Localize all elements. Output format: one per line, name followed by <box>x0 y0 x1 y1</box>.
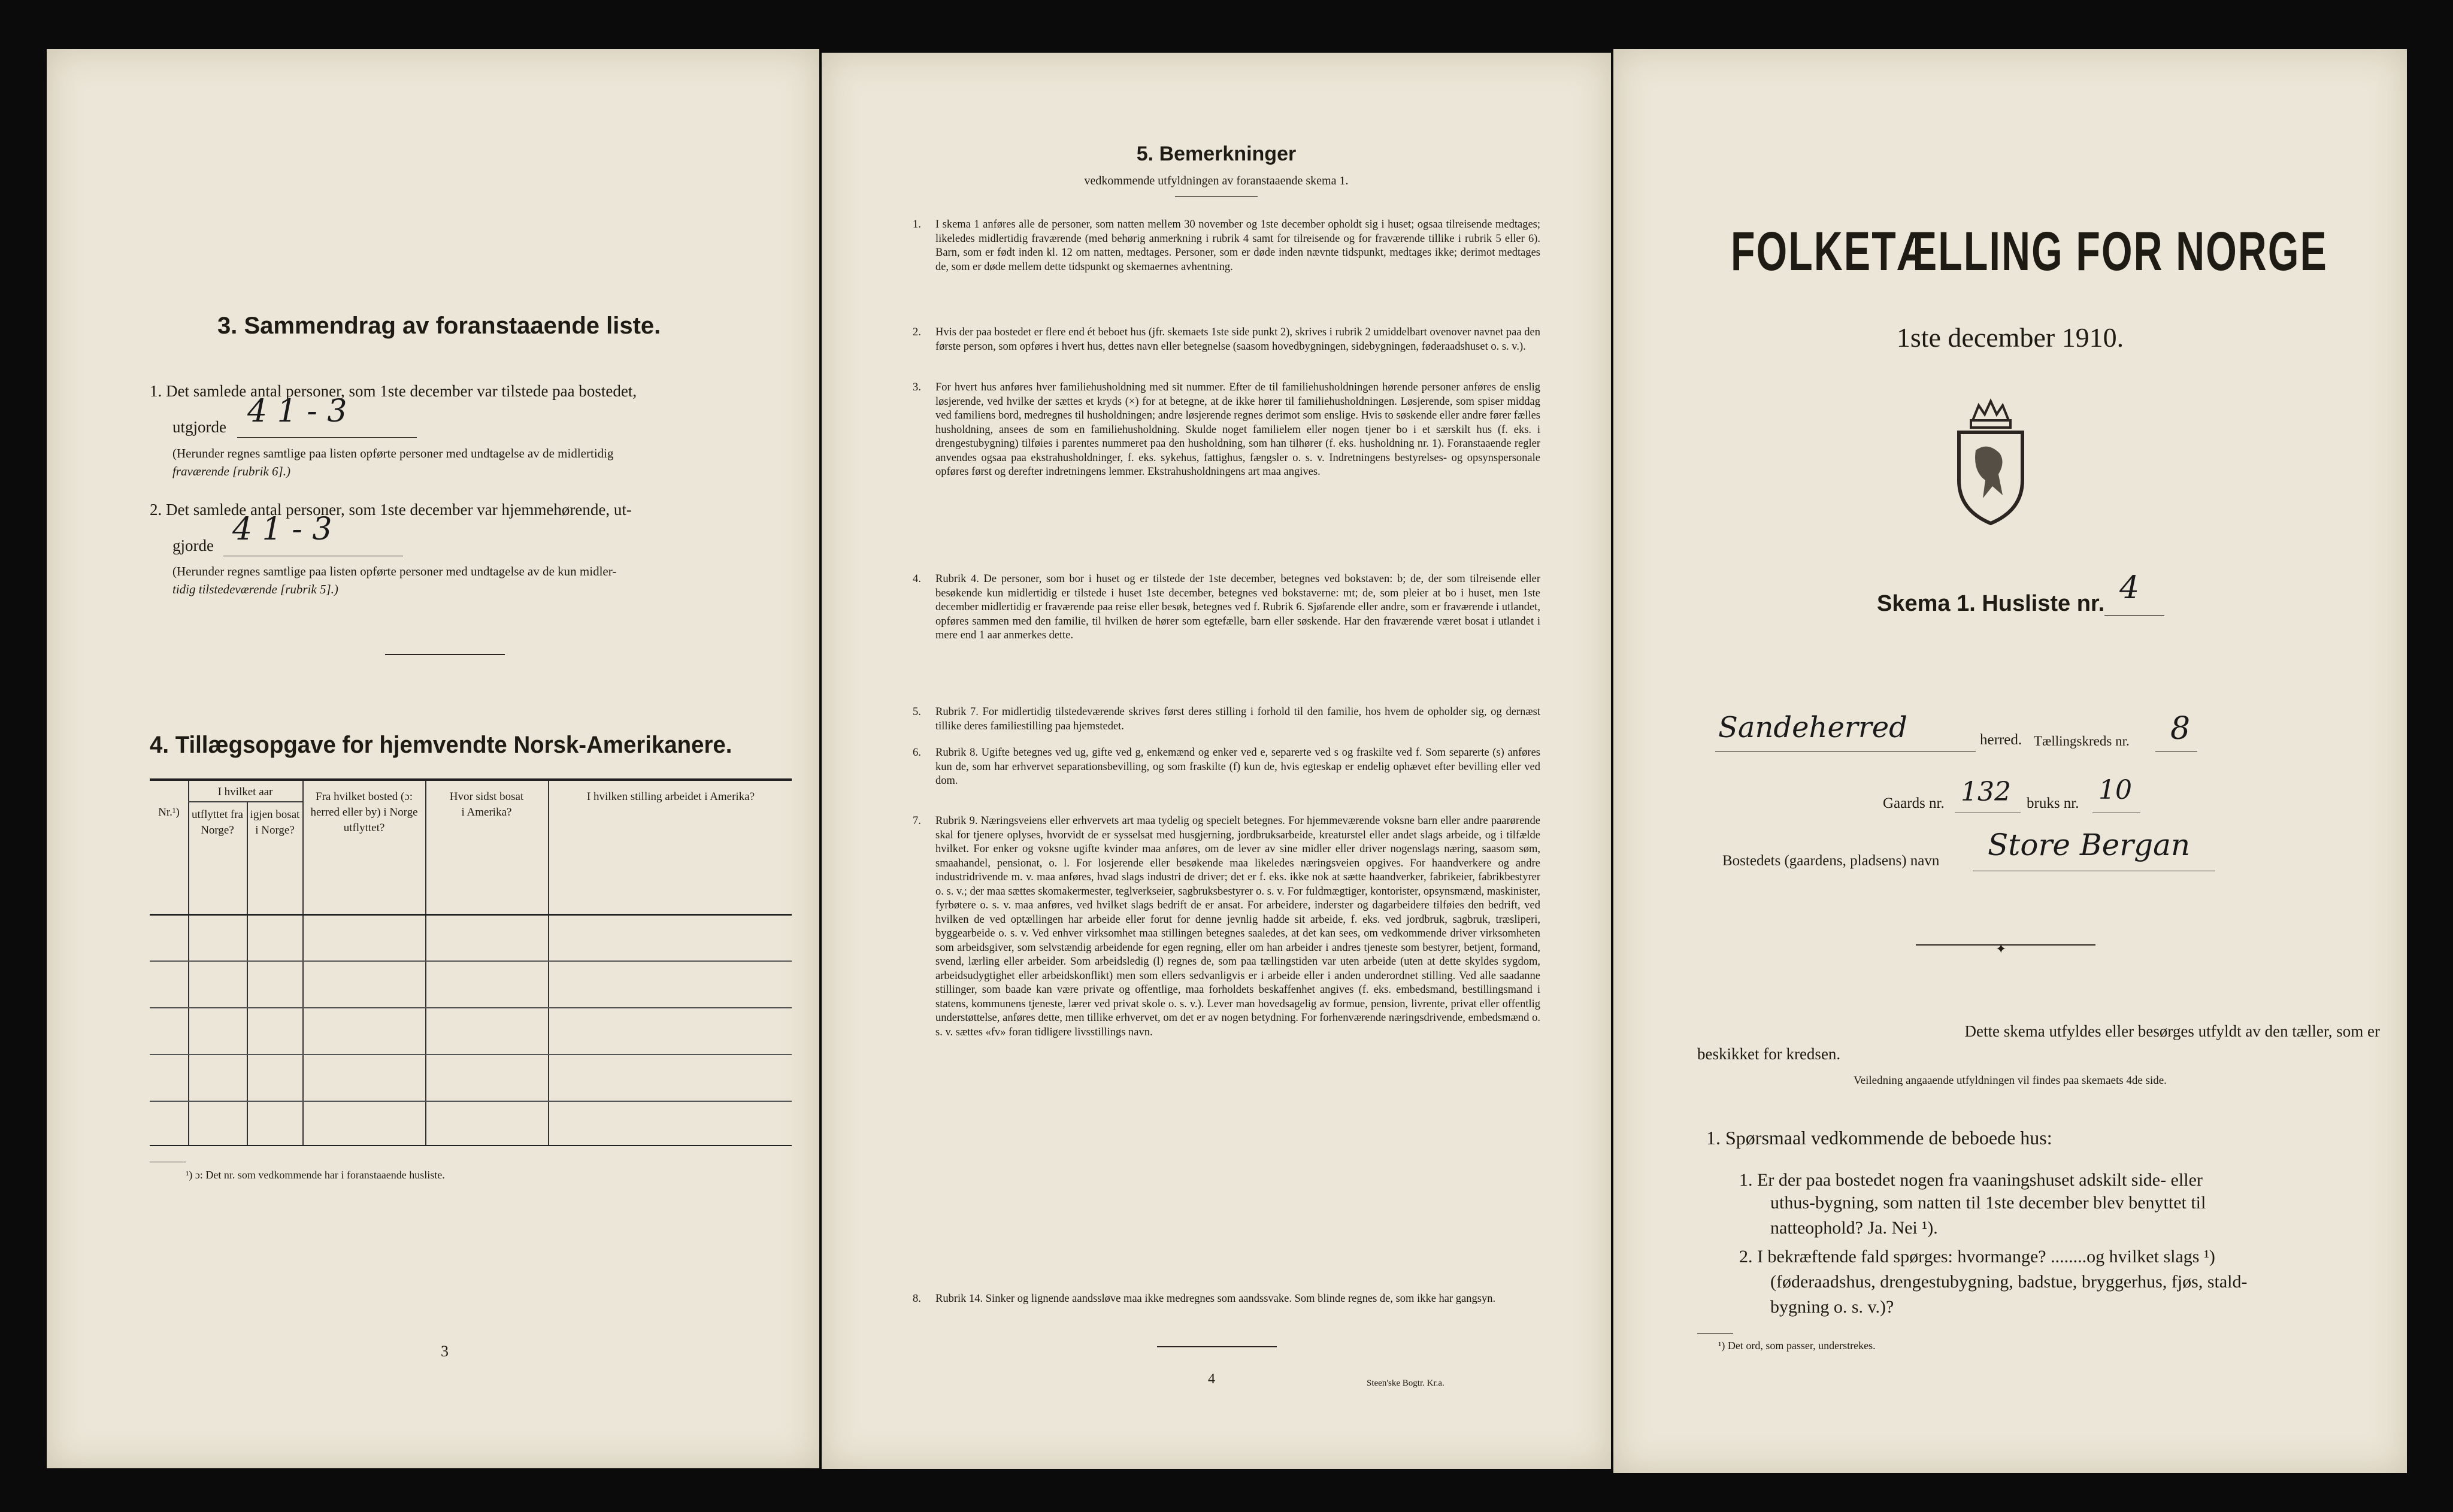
question-1-line-2: uthus-bygning, som natten til 1ste december blev benyttet til <box>1770 1193 2206 1213</box>
bruks-label: bruks nr. <box>2027 795 2079 811</box>
instruction-line-2: beskikket for kredsen. <box>1697 1045 1841 1063</box>
remark-5: Rubrik 7. For midlertidig tilstedeværende skrives først deres stilling i forhold til den familie, hos hvem de opholder sig, og dernæst tillike deres familiestilling paa hjemstedet. <box>935 706 1540 732</box>
instruction-line-1: Dette skema utfyldes eller besørges utfyldt av den tæller, som er <box>1964 1022 2380 1040</box>
kreds-hw: 8 <box>2170 711 2191 747</box>
page-middle <box>822 53 1611 1469</box>
bemerkninger-title: 5. Bemerkninger <box>1136 143 1297 165</box>
bemerkninger-subtitle: vedkommende utfyldningen av foranstaaende skema 1. <box>1084 174 1349 187</box>
remark-8: Rubrik 14. Sinker og lignende aandssløve maa ikke medregnes som aandssvake. Som blinde regnes de, som ikke har gangsyn. <box>935 1293 1496 1305</box>
bosted-label: Bostedets (gaardens, pladsens) navn <box>1722 853 1940 869</box>
gjorde-label: gjorde <box>172 537 214 554</box>
remark-4: Rubrik 4. De personer, som bor i huset og er tilstede der 1ste december, betegnes ved bokstaven: b; de, der som tilreisende eller besøkende kun midlertidig er tilstede i huset 1ste december, betegnes ved bokstaverne: mt; de, som pleier at bo i huset, men 1ste december midlertidig er fraværende paa reise eller besøk, betegnes ved f. Rubrik 6. Sjøfarende eller andre, som er fraværende i utlandet, opføres sammen med den familie, til hvilken de hører som egtefælle, barn eller søskende. Har den fraværende været bosat i utlandet i mere end 1 aar anmerkes dette. <box>935 573 1540 641</box>
col-igjen: igjen bosat i Norge? <box>250 808 300 837</box>
section4-title: 4. Tillægsopgave for hjemvendte Norsk-Amerikanere. <box>150 732 732 758</box>
page3-footnote: ¹) Det ord, som passer, understrekes. <box>1718 1340 1876 1352</box>
table-footnote: ¹) ɔ: Det nr. som vedkommende har i foranstaaende husliste. <box>186 1169 445 1181</box>
remark-3-num: 3. <box>913 381 921 393</box>
item2-note-2: tidig tilstedeværende [rubrik 5].) <box>172 582 338 596</box>
remark-4-num: 4. <box>913 573 921 585</box>
page-number-4: 4 <box>1208 1371 1215 1387</box>
col-group-year: I hvilket aar <box>217 786 273 798</box>
question-1-line-3: natteophold? Ja. Nei ¹). <box>1770 1218 1938 1238</box>
summary-item-2: 2. Det samlede antal personer, som 1ste december var hjemmehørende, ut- <box>150 501 632 519</box>
norsk-amerikanere-table <box>150 778 792 1146</box>
remark-7: Rubrik 9. Næringsveiens eller erhvervets art maa tydelig og specielt betegnes. For hjemmeværende voksne barn eller andre paarørende skal for tjenere oplyses, hvorvidt de er sysselsat med husgjerning, jordbruksarbeide, kreaturstel eller andet slags arbeide, og i tilfælde hvilket. For enker og voksne ugifte kvinder maa anføres, om de lever av sine midler eller driver nogenslags næring, saasom søm, smaahandel, pensionat, o. l. For losjerende eller besøkende maa likeledes næringsveien opgives. For haandverkere og andre industridrivende m. v. maa anføres, hvad slags industri de driver; det er f. eks. ikke nok at sætte haandverker, fabrikeier, fabrikbestyrer o. s. v.; der maa sættes skomakermester, teglverkseier, sagbruksbestyrer o. s. v. For fuldmægtiger, kontorister, opsynsmænd, maskinister, fyrbøtere o. s. v. maa anføres, ved hvilket slags bedrift de er ansat. For arbeidere, inderster og dagarbeidere tilføies den bedrift, ved hvilken de ved optællingen har arbeide eller forut for denne jevnlig hadde sit arbeide, f. eks. ved jordbruk, sagbruk, træsliperi, byggearbeide o. s. v. Ved enhver virksomhet maa stillingen betegnes saaledes, at det kan sees, om vedkommende driver virksomheten som arbeidsgiver, som selvstændig arbeidende for egen regning, eller om han arbeider i andres tjeneste som bestyrer, betjent, formand, svend, lærling eller arbeider. Som arbeidsledig (l) regnes de, som paa tællingstiden var uten arbeide (uten at dette skyldes sygdom, arbeidsudygtighet eller arbeidskonflikt) men som ellers sedvanligvis er i arbeide eller i anden underordnet stilling. Ved alle saadanne stillinger, som baade kan være private og offentlige, maa forholdets beskaffenhet angives (f. eks. embedsmand, bestillingsmand i statens, kommunens tjeneste, lærer ved privat skole o. s. v.). Lever man hovedsagelig av formue, pension, livrente, privat eller offentlig understøttelse, anføres dette, men tillike erhvervet, om det er av nogen betydning. For forhenværende næringsdrivende, embedsmænd o. s. v. sættes «fv» foran tidligere livsstillings navn. <box>935 815 1540 1038</box>
kreds-label: Tællingskreds nr. <box>2034 734 2130 749</box>
gaards-hw: 132 <box>1961 777 2011 807</box>
item1-note-1: (Herunder regnes samtlige paa listen opførte personer med undtagelse av de midlertidig <box>172 446 614 460</box>
item2-note-1: (Herunder regnes samtlige paa listen opførte personer med undtagelse av de kun midler- <box>172 564 617 578</box>
question-2-line-3: bygning o. s. v.)? <box>1770 1297 1894 1317</box>
remark-8-num: 8. <box>913 1293 921 1305</box>
question-2-line-1: 2. I bekræftende fald spørges: hvormange? ........og hvilket slags ¹) <box>1739 1247 2215 1266</box>
page-right <box>1613 49 2407 1473</box>
questions-heading: 1. Spørsmaal vedkommende de beboede hus: <box>1706 1127 2052 1149</box>
remark-3: For hvert hus anføres hver familiehusholdning med sit nummer. Efter de til familiehusholdningen hørende personer anføres de enslig løsjerende, ved hvilke der sættes et kryds (×) for at betegne, at de ikke hører til familiehusholdningen. Løsjerende, som spiser middag ved familiens bord, medregnes til husholdningen; andre løsjerende regnes derimot som enslige. Hvis to søskende eller andre fører fælles husholdning, ansees de som en familiehusholdning. Skulde noget familielem eller nogen tjener bo i et særskilt hus (f. eks. i drengestubygning) tilføies i parentes nummeret paa den husholdning, som han tilhører (f. eks. husholdning nr. 1). Foranstaaende regler anvendes ogsaa paa ekstrahusholdninger, f. eks. sykehus, fattighus, fængsler o. s. v. Indretningens bestyrelses- og opsynspersonale opføres først og derefter indretningens lemmer. Ekstrahusholdningens art maa angives. <box>935 381 1540 478</box>
husliste-nr-hw: 4 <box>2119 570 2140 606</box>
bruks-hw: 10 <box>2098 775 2132 805</box>
skema-label: Skema 1. Husliste nr. <box>1877 591 2105 616</box>
item2-handwritten-count: 4 1 - 3 <box>232 511 332 547</box>
remark-6: Rubrik 8. Ugifte betegnes ved ug, gifte ved g, enkemænd og enker ved e, separerte ved s og fraskilte ved f. Som separerte (s) anføres kun de, som har erhvervet separationsbevilling, og som fraskilte (f) kun de, hvis egteskap er endelig ophævet efter bevilling eller ved dom. <box>935 747 1540 787</box>
remark-6-num: 6. <box>913 747 921 759</box>
instruction-note: Veiledning angaaende utfyldningen vil findes paa skemaets 4de side. <box>1854 1074 2167 1087</box>
census-date: 1ste december 1910. <box>1896 322 2124 353</box>
question-1-line-1: 1. Er der paa bostedet nogen fra vaaningshuset adskilt side- eller <box>1739 1170 2203 1190</box>
bosted-hw: Store Bergan <box>1988 828 2191 862</box>
remark-2: Hvis der paa bostedet er flere end ét beboet hus (jfr. skemaets 1ste side punkt 2), skrives i rubrik 2 umiddelbart ovenover navnet paa den første person, som opføres i hvert hus, dettes navn eller betegnelse (saasom hovedbygningen, sidebygningen, føderaadshuset o. s. v.). <box>935 326 1540 353</box>
col-fra-hvilket: Fra hvilket bosted (ɔ: herred eller by) i Norge utflyttet? <box>310 790 418 834</box>
utgjorde-label: utgjorde <box>172 418 226 436</box>
gaards-label: Gaards nr. <box>1883 795 1945 811</box>
remark-5-num: 5. <box>913 706 921 718</box>
remark-7-num: 7. <box>913 815 921 827</box>
item1-handwritten-count: 4 1 - 3 <box>247 393 347 429</box>
col-utflyttet: utflyttet fra Norge? <box>192 808 243 837</box>
page-left <box>47 49 819 1468</box>
ornament-icon: ✦ <box>1995 941 2007 956</box>
col-nr: Nr.¹) <box>158 806 180 819</box>
item1-note-2: fraværende [rubrik 6].) <box>172 464 290 478</box>
remark-2-num: 2. <box>913 326 921 338</box>
herred-label: herred. <box>1980 732 2022 748</box>
norway-coat-of-arms-icon <box>1946 396 2036 528</box>
remark-1-num: 1. <box>913 219 921 231</box>
remark-1: I skema 1 anføres alle de personer, som natten mellem 30 november og 1ste december opholdt sig i huset; ogsaa tilreisende medtages; likeledes midlertidig fraværende (med behørig anmerkning i rubrik 4 samt for tilreisende og for fraværende tillike i rubrik 5 eller 6). Barn, som er født inden kl. 12 om natten, medtages. Personer, som er døde inden nævnte tidspunkt, medtages ikke; derimot medtages de, som er døde mellem dette tidspunkt og skemaernes avhentning. <box>935 219 1540 273</box>
printer-mark: Steen'ske Bogtr. Kr.a. <box>1367 1378 1444 1388</box>
section3-title: 3. Sammendrag av foranstaaende liste. <box>217 313 661 339</box>
herred-hw: Sandeherred <box>1718 711 1907 744</box>
page-number-3: 3 <box>441 1343 449 1360</box>
question-2-line-2: (føderaadshus, drengestubygning, badstue, bryggerhus, fjøs, stald- <box>1770 1272 2248 1292</box>
col-stilling: I hvilken stilling arbeidet i Amerika? <box>586 790 755 803</box>
col-hvor-sidst: Hvor sidst bosat i Amerika? <box>449 790 524 819</box>
folketaelling-title: FOLKETÆLLING FOR NORGE <box>1731 221 2328 282</box>
summary-item-1: 1. Det samlede antal personer, som 1ste december var tilstede paa bostedet, <box>150 382 637 400</box>
